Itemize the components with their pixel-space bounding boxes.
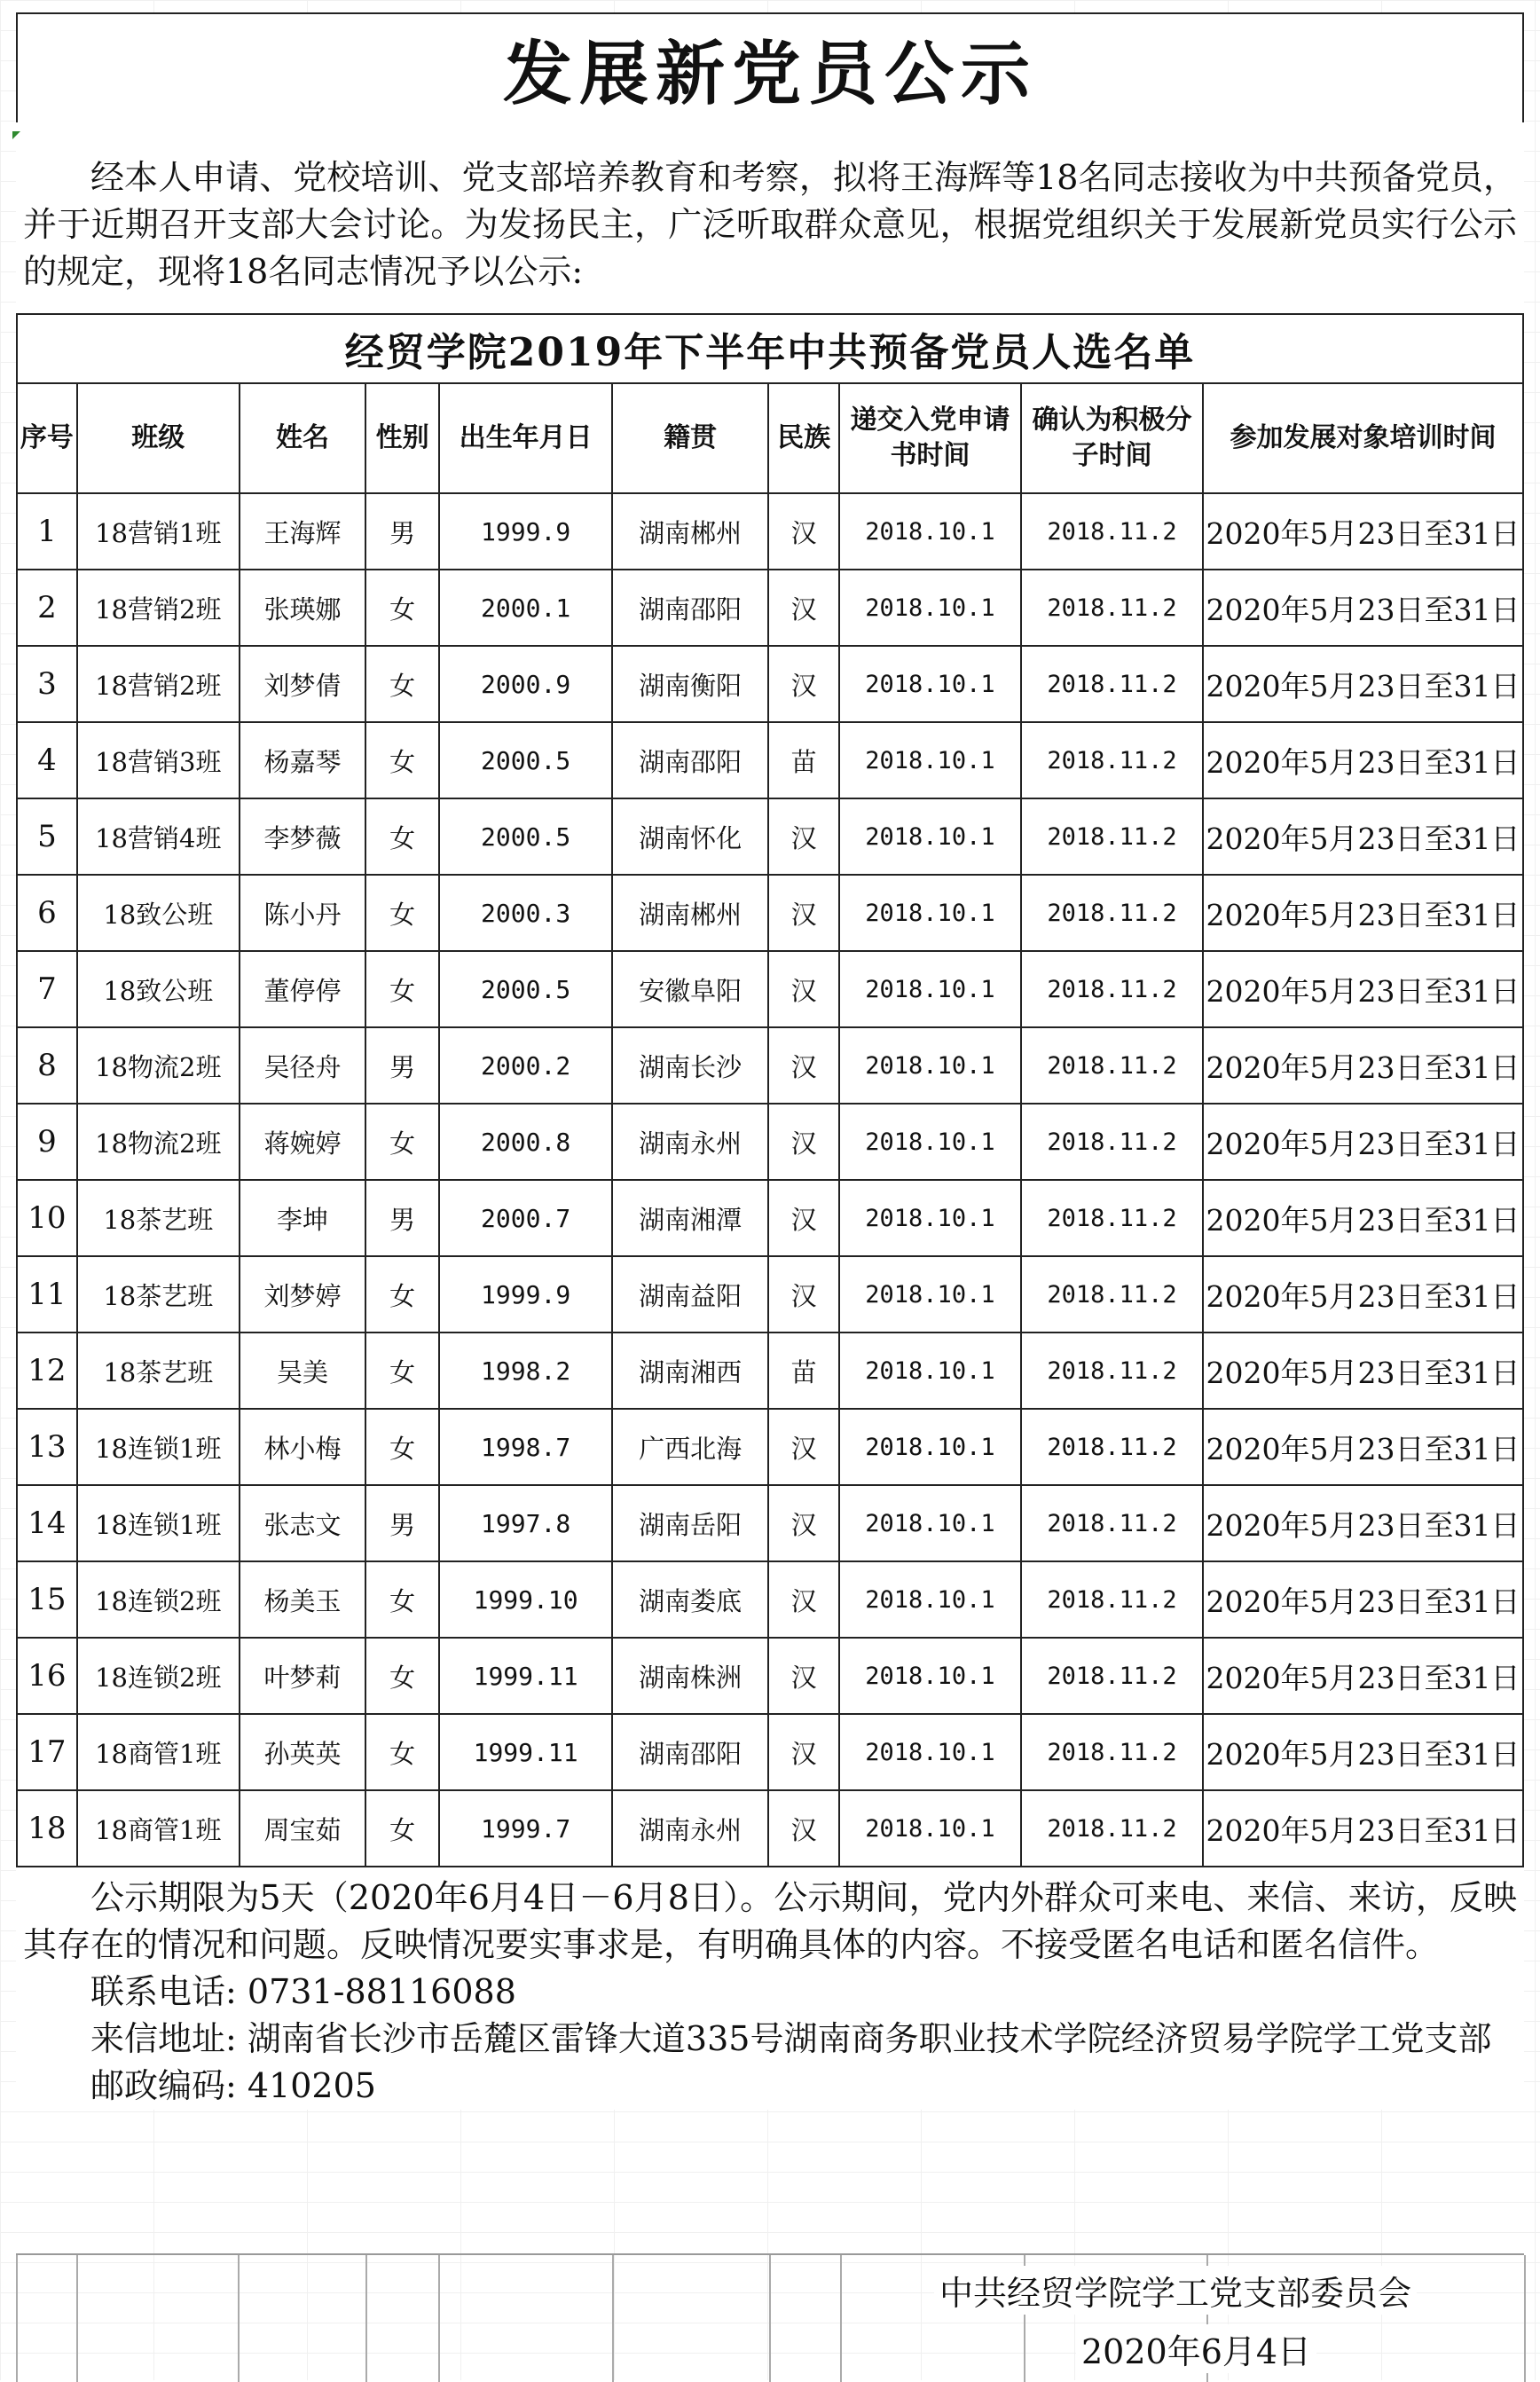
row-gender: 女 [365, 570, 439, 646]
row-index: 17 [17, 1714, 77, 1790]
row-apply-date: 2018.10.1 [839, 798, 1021, 875]
row-birth: 1999.11 [439, 1714, 612, 1790]
table-row [17, 1409, 1523, 1485]
row-birth: 2000.5 [439, 951, 612, 1027]
row-apply-date: 2018.10.1 [839, 1333, 1021, 1409]
row-training-date: 2020年5月23日至31日 [1203, 1256, 1523, 1333]
row-origin: 广西北海 [612, 1409, 768, 1485]
row-index: 12 [17, 1333, 77, 1409]
row-gender: 女 [365, 1790, 439, 1867]
contact-phone-line [23, 1969, 1517, 2016]
row-class: 18物流2班 [77, 1104, 240, 1180]
row-origin: 湖南郴州 [612, 875, 768, 951]
row-origin: 湖南永州 [612, 1104, 768, 1180]
row-apply-date: 2018.10.1 [839, 493, 1021, 570]
postcode-value: 410205 [247, 2066, 376, 2105]
row-class: 18茶艺班 [77, 1333, 240, 1409]
header-training-date: 参加发展对象培训时间 [1203, 383, 1523, 493]
row-name: 杨美玉 [240, 1561, 365, 1638]
row-training-date: 2020年5月23日至31日 [1203, 1485, 1523, 1561]
row-gender: 女 [365, 1104, 439, 1180]
row-index: 5 [17, 798, 77, 875]
table-row [17, 722, 1523, 798]
row-birth: 1999.9 [439, 493, 612, 570]
row-index: 14 [17, 1485, 77, 1561]
row-gender: 女 [365, 1333, 439, 1409]
address-value: 湖南省长沙市岳麓区雷锋大道335号湖南商务职业技术学院经济贸易学院学工党支部 [247, 2019, 1492, 2058]
row-gender: 女 [365, 1256, 439, 1333]
row-training-date: 2020年5月23日至31日 [1203, 646, 1523, 722]
header-gender: 性别 [365, 383, 439, 493]
row-activist-date: 2018.11.2 [1021, 1104, 1203, 1180]
row-activist-date: 2018.11.2 [1021, 493, 1203, 570]
row-birth: 1999.7 [439, 1790, 612, 1867]
table-row [17, 1104, 1523, 1180]
row-ethnic: 苗 [768, 1333, 839, 1409]
row-name: 叶梦莉 [240, 1638, 365, 1714]
row-index: 2 [17, 570, 77, 646]
row-activist-date: 2018.11.2 [1021, 875, 1203, 951]
row-ethnic: 汉 [768, 875, 839, 951]
row-apply-date: 2018.10.1 [839, 1714, 1021, 1790]
header-index: 序号 [17, 383, 77, 493]
row-apply-date: 2018.10.1 [839, 570, 1021, 646]
cell-comment-marker-icon [12, 131, 20, 139]
row-gender: 男 [365, 1485, 439, 1561]
table-row [17, 493, 1523, 570]
table-row [17, 1714, 1523, 1790]
row-apply-date: 2018.10.1 [839, 1256, 1021, 1333]
row-apply-date: 2018.10.1 [839, 1561, 1021, 1638]
row-ethnic: 汉 [768, 1180, 839, 1256]
row-birth: 1997.8 [439, 1485, 612, 1561]
row-name: 王海辉 [240, 493, 365, 570]
header-name: 姓名 [240, 383, 365, 493]
row-class: 18物流2班 [77, 1027, 240, 1104]
row-activist-date: 2018.11.2 [1021, 1485, 1203, 1561]
table-row [17, 951, 1523, 1027]
row-ethnic: 汉 [768, 1638, 839, 1714]
row-class: 18商管1班 [77, 1790, 240, 1867]
row-name: 张瑛娜 [240, 570, 365, 646]
row-class: 18茶艺班 [77, 1256, 240, 1333]
issuing-organization: 中共经贸学院学工党支部委员会 [934, 2266, 1417, 2315]
table-row [17, 1256, 1523, 1333]
row-class: 18营销2班 [77, 646, 240, 722]
row-gender: 女 [365, 1409, 439, 1485]
row-apply-date: 2018.10.1 [839, 722, 1021, 798]
row-training-date: 2020年5月23日至31日 [1203, 875, 1523, 951]
table-row [17, 798, 1523, 875]
row-activist-date: 2018.11.2 [1021, 1714, 1203, 1790]
row-index: 9 [17, 1104, 77, 1180]
row-activist-date: 2018.11.2 [1021, 1638, 1203, 1714]
header-class: 班级 [77, 383, 240, 493]
row-training-date: 2020年5月23日至31日 [1203, 1409, 1523, 1485]
row-training-date: 2020年5月23日至31日 [1203, 493, 1523, 570]
row-birth: 2000.8 [439, 1104, 612, 1180]
row-ethnic: 汉 [768, 493, 839, 570]
table-row [17, 646, 1523, 722]
row-training-date: 2020年5月23日至31日 [1203, 1104, 1523, 1180]
issue-date: 2020年6月4日 [1076, 2324, 1316, 2373]
row-class: 18营销2班 [77, 570, 240, 646]
row-name: 李梦薇 [240, 798, 365, 875]
row-activist-date: 2018.11.2 [1021, 1409, 1203, 1485]
row-gender: 男 [365, 493, 439, 570]
row-class: 18商管1班 [77, 1714, 240, 1790]
row-origin: 湖南湘潭 [612, 1180, 768, 1256]
table-row [17, 875, 1523, 951]
row-origin: 湖南邵阳 [612, 570, 768, 646]
row-origin: 湖南长沙 [612, 1027, 768, 1104]
footer-signature-area [16, 2253, 1524, 2380]
table-subtitle: 经贸学院2019年下半年中共预备党员人选名单 [17, 314, 1523, 383]
row-origin: 湖南邵阳 [612, 722, 768, 798]
row-apply-date: 2018.10.1 [839, 951, 1021, 1027]
table-row [17, 1790, 1523, 1867]
row-training-date: 2020年5月23日至31日 [1203, 1790, 1523, 1867]
row-activist-date: 2018.11.2 [1021, 1561, 1203, 1638]
row-gender: 女 [365, 951, 439, 1027]
row-birth: 2000.9 [439, 646, 612, 722]
row-index: 11 [17, 1256, 77, 1333]
row-class: 18连锁2班 [77, 1638, 240, 1714]
row-ethnic: 汉 [768, 951, 839, 1027]
row-activist-date: 2018.11.2 [1021, 646, 1203, 722]
row-name: 吴径舟 [240, 1027, 365, 1104]
table-row [17, 1561, 1523, 1638]
row-birth: 2000.3 [439, 875, 612, 951]
row-index: 15 [17, 1561, 77, 1638]
intro-paragraph: 经本人申请、党校培训、党支部培养教育和考察，拟将王海辉等18名同志接收为中共预备党员，并于近期召开支部大会讨论。为发扬民主，广泛听取群众意见，根据党组织关于发展新党员实行公示的规定，现将18名同志情况予以公示: [16, 122, 1524, 313]
row-activist-date: 2018.11.2 [1021, 1256, 1203, 1333]
row-name: 孙英英 [240, 1714, 365, 1790]
row-training-date: 2020年5月23日至31日 [1203, 951, 1523, 1027]
row-activist-date: 2018.11.2 [1021, 798, 1203, 875]
postcode-label: 邮政编码: [90, 2066, 237, 2105]
row-origin: 湖南岳阳 [612, 1485, 768, 1561]
row-index: 7 [17, 951, 77, 1027]
row-ethnic: 苗 [768, 722, 839, 798]
row-index: 6 [17, 875, 77, 951]
title-box [16, 12, 1524, 122]
table-row [17, 1180, 1523, 1256]
row-origin: 湖南衡阳 [612, 646, 768, 722]
row-index: 10 [17, 1180, 77, 1256]
notice-section [16, 1867, 1524, 2110]
row-ethnic: 汉 [768, 1561, 839, 1638]
header-ethnic: 民族 [768, 383, 839, 493]
row-origin: 安徽阜阳 [612, 951, 768, 1027]
row-origin: 湖南郴州 [612, 493, 768, 570]
row-origin: 湖南娄底 [612, 1561, 768, 1638]
row-origin: 湖南怀化 [612, 798, 768, 875]
table-row [17, 570, 1523, 646]
row-birth: 2000.5 [439, 722, 612, 798]
row-training-date: 2020年5月23日至31日 [1203, 1638, 1523, 1714]
row-activist-date: 2018.11.2 [1021, 1027, 1203, 1104]
row-gender: 女 [365, 722, 439, 798]
row-training-date: 2020年5月23日至31日 [1203, 798, 1523, 875]
row-class: 18连锁2班 [77, 1561, 240, 1638]
row-training-date: 2020年5月23日至31日 [1203, 1714, 1523, 1790]
row-origin: 湖南株洲 [612, 1638, 768, 1714]
phone-label: 联系电话: [90, 1972, 237, 2011]
row-activist-date: 2018.11.2 [1021, 951, 1203, 1027]
row-activist-date: 2018.11.2 [1021, 722, 1203, 798]
table-row [17, 1485, 1523, 1561]
row-gender: 女 [365, 646, 439, 722]
row-name: 林小梅 [240, 1409, 365, 1485]
row-training-date: 2020年5月23日至31日 [1203, 1333, 1523, 1409]
row-training-date: 2020年5月23日至31日 [1203, 1180, 1523, 1256]
row-gender: 男 [365, 1180, 439, 1256]
row-name: 吴美 [240, 1333, 365, 1409]
row-apply-date: 2018.10.1 [839, 1638, 1021, 1714]
row-index: 18 [17, 1790, 77, 1867]
row-origin: 湖南邵阳 [612, 1714, 768, 1790]
row-index: 8 [17, 1027, 77, 1104]
notice-period-text: 公示期限为5天（2020年6月4日－6月8日）。公示期间，党内外群众可来电、来信、来访，反映其存在的情况和问题。反映情况要实事求是，有明确具体的内容。不接受匿名电话和匿名信件。 [23, 1878, 1517, 1964]
row-class: 18致公班 [77, 875, 240, 951]
row-apply-date: 2018.10.1 [839, 1180, 1021, 1256]
row-class: 18茶艺班 [77, 1180, 240, 1256]
row-birth: 1998.7 [439, 1409, 612, 1485]
row-class: 18连锁1班 [77, 1409, 240, 1485]
header-apply-date: 递交入党申请书时间 [839, 383, 1021, 493]
contact-address-line [23, 2016, 1517, 2063]
row-ethnic: 汉 [768, 570, 839, 646]
row-name: 张志文 [240, 1485, 365, 1561]
address-label: 来信地址: [90, 2019, 237, 2058]
row-name: 周宝茹 [240, 1790, 365, 1867]
row-gender: 男 [365, 1027, 439, 1104]
row-origin: 湖南湘西 [612, 1333, 768, 1409]
row-birth: 1999.10 [439, 1561, 612, 1638]
row-activist-date: 2018.11.2 [1021, 1180, 1203, 1256]
row-name: 董停停 [240, 951, 365, 1027]
row-class: 18营销1班 [77, 493, 240, 570]
table-row [17, 1333, 1523, 1409]
row-ethnic: 汉 [768, 1485, 839, 1561]
row-name: 刘梦倩 [240, 646, 365, 722]
page-title: 发展新党员公示 [502, 34, 1037, 114]
row-ethnic: 汉 [768, 646, 839, 722]
row-ethnic: 汉 [768, 1409, 839, 1485]
row-training-date: 2020年5月23日至31日 [1203, 722, 1523, 798]
row-activist-date: 2018.11.2 [1021, 1790, 1203, 1867]
header-origin: 籍贯 [612, 383, 768, 493]
row-training-date: 2020年5月23日至31日 [1203, 1027, 1523, 1104]
row-name: 陈小丹 [240, 875, 365, 951]
candidate-table [16, 313, 1524, 1867]
row-index: 1 [17, 493, 77, 570]
row-class: 18营销4班 [77, 798, 240, 875]
header-activist-date: 确认为积极分子时间 [1021, 383, 1203, 493]
row-birth: 2000.7 [439, 1180, 612, 1256]
row-gender: 女 [365, 1714, 439, 1790]
row-gender: 女 [365, 798, 439, 875]
row-name: 蒋婉婷 [240, 1104, 365, 1180]
table-row [17, 1638, 1523, 1714]
row-ethnic: 汉 [768, 1027, 839, 1104]
row-birth: 1999.11 [439, 1638, 612, 1714]
row-gender: 女 [365, 1638, 439, 1714]
row-name: 杨嘉琴 [240, 722, 365, 798]
row-activist-date: 2018.11.2 [1021, 1333, 1203, 1409]
row-class: 18致公班 [77, 951, 240, 1027]
row-birth: 2000.5 [439, 798, 612, 875]
row-class: 18连锁1班 [77, 1485, 240, 1561]
row-index: 13 [17, 1409, 77, 1485]
notice-sheet [16, 12, 1524, 2110]
row-apply-date: 2018.10.1 [839, 646, 1021, 722]
row-ethnic: 汉 [768, 1104, 839, 1180]
phone-value: 0731-88116088 [247, 1972, 516, 2011]
row-apply-date: 2018.10.1 [839, 1104, 1021, 1180]
row-origin: 湖南益阳 [612, 1256, 768, 1333]
row-apply-date: 2018.10.1 [839, 1790, 1021, 1867]
row-ethnic: 汉 [768, 1256, 839, 1333]
row-index: 16 [17, 1638, 77, 1714]
row-activist-date: 2018.11.2 [1021, 570, 1203, 646]
row-ethnic: 汉 [768, 798, 839, 875]
table-header-row [17, 383, 1523, 493]
row-apply-date: 2018.10.1 [839, 1485, 1021, 1561]
row-ethnic: 汉 [768, 1790, 839, 1867]
row-birth: 2000.1 [439, 570, 612, 646]
row-ethnic: 汉 [768, 1714, 839, 1790]
postcode-line [23, 2063, 1517, 2110]
row-birth: 1998.2 [439, 1333, 612, 1409]
row-index: 4 [17, 722, 77, 798]
table-body [17, 493, 1523, 1867]
row-class: 18营销3班 [77, 722, 240, 798]
row-gender: 女 [365, 875, 439, 951]
row-apply-date: 2018.10.1 [839, 1409, 1021, 1485]
row-gender: 女 [365, 1561, 439, 1638]
row-training-date: 2020年5月23日至31日 [1203, 570, 1523, 646]
row-name: 李坤 [240, 1180, 365, 1256]
row-origin: 湖南永州 [612, 1790, 768, 1867]
row-index: 3 [17, 646, 77, 722]
row-apply-date: 2018.10.1 [839, 875, 1021, 951]
row-birth: 1999.9 [439, 1256, 612, 1333]
row-birth: 2000.2 [439, 1027, 612, 1104]
row-training-date: 2020年5月23日至31日 [1203, 1561, 1523, 1638]
header-birth: 出生年月日 [439, 383, 612, 493]
table-row [17, 1027, 1523, 1104]
row-name: 刘梦婷 [240, 1256, 365, 1333]
row-apply-date: 2018.10.1 [839, 1027, 1021, 1104]
